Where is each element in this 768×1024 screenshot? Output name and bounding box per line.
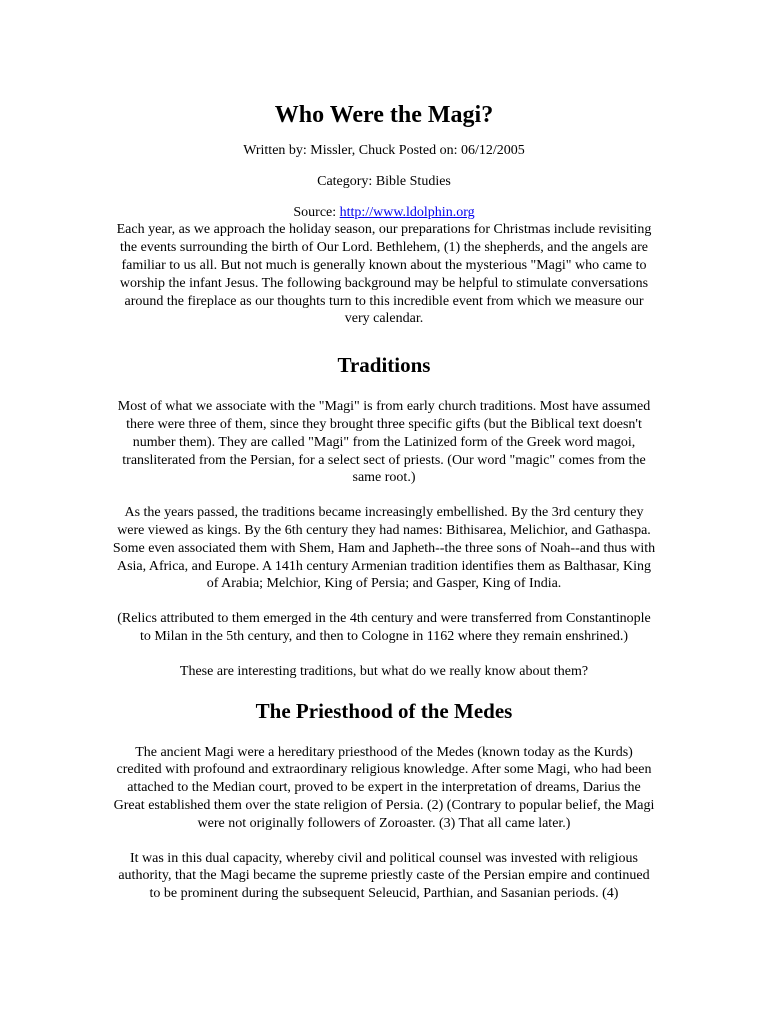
paragraph: It was in this dual capacity, whereby civil and political counsel was invested with religious authority, that the Magi became the supreme priestly caste of the Persian empire and continued to be prominent during the subsequent Seleucid, Parthian, and Sasanian periods. (4)	[118, 850, 650, 902]
source-label: Source:	[293, 204, 340, 220]
intro-paragraph: Each year, as we approach the holiday season, our preparations for Christmas include revisiting the events surrounding the birth of Our Lord. Bethlehem, (1) the shepherds, and the angels are familiar to us all. But not much is generally known about the mysterious "Magi" who came to worship the infant Jesus. The following background may be helpful to stimulate conversations around the fireplace as our thoughts turn to this incredible event from which we measure our very calendar.	[116, 222, 652, 327]
page-title: Who Were the Magi?	[274, 102, 494, 128]
paragraph: The ancient Magi were a hereditary priesthood of the Medes (known today as the Kurds) credited with profound and extraordinary religious knowledge. After some Magi, who had been attached to the Median court, proved to be expert in the interpretation of dreams, Darius the Great established them over the state religion of Persia. (2) (Contrary to popular belief, the Magi were not originally followers of Zoroaster. (3) That all came later.)	[113, 744, 655, 831]
category-line: Category: Bible Studies	[317, 173, 451, 189]
paragraph: (Relics attributed to them emerged in the 4th century and were transferred from Constantinople to Milan in the 5th century, and then to Cologne in 1162 where they remain enshrined.)	[117, 611, 651, 644]
source-link[interactable]: http://www.ldolphin.org	[339, 204, 475, 220]
paragraph: Most of what we associate with the "Magi" is from early church traditions. Most have assumed there were three of them, since they brought three specific gifts (but the Biblical text doesn't number them). They are called "Magi" from the Latinized form of the Greek word magoi, transliterated from the Persian, for a select sect of priests. (Our word "magic" comes from the same root.)	[117, 399, 651, 486]
source-line	[112, 204, 656, 222]
section-heading-traditions: Traditions	[337, 353, 431, 378]
paragraph: As the years passed, the traditions became increasingly embellished. By the 3rd century they were viewed as kings. By the 6th century they had names: Bithisarea, Melichior, and Gathaspa. Some even associated them with Shem, Ham and Japheth--the three sons of Noah--and thus with Asia, Africa, and Europe. A 141h century Armenian tradition identifies them as Balthasar, King of Arabia; Melchior, King of Persia; and Gasper, King of India.	[112, 505, 656, 592]
paragraph: These are interesting traditions, but what do we really know about them?	[179, 663, 589, 679]
section-heading-priesthood: The Priesthood of the Medes	[255, 698, 513, 723]
byline: Written by: Missler, Chuck Posted on: 06/12/2005	[243, 143, 525, 158]
document-page	[112, 96, 656, 920]
